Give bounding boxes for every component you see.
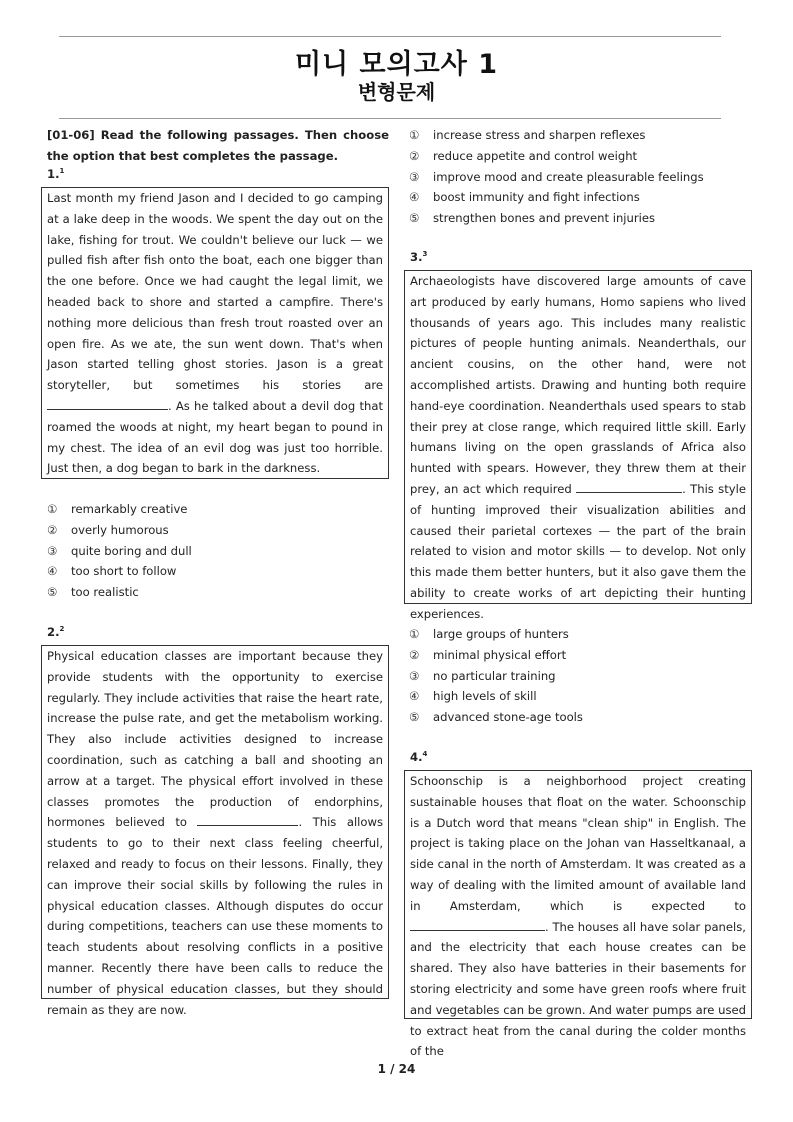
- option[interactable]: ① large groups of hunters: [409, 627, 569, 641]
- option[interactable]: ② reduce appetite and control weight: [409, 148, 638, 163]
- option[interactable]: ⑤ too realistic: [47, 585, 139, 600]
- question-3-options: [409, 624, 583, 728]
- question-4-number: 4.$^4$: [410, 750, 428, 764]
- option[interactable]: ④ boost immunity and fight infections: [409, 190, 640, 205]
- question-2-number: 2.$^2$: [47, 625, 65, 639]
- option[interactable]: ③ no particular training: [409, 668, 556, 683]
- answer-blank: [576, 480, 682, 493]
- answer-blank: [47, 397, 168, 410]
- question-2-passage: Physical education classes are important because they provide students with the opportunity to exercise regularly. They include activities that raise the heart rate, increase the pulse rate, and get the metabolism working. They also include activities designed to increase coordination, such as catching a ball and shooting an arrow at a target. The physical effort involved in these classes promotes the production of endorphins, hormones believed to . This allows students to go to their next class feeling cheerful, relaxed and ready to focus on their lessons. Finally, they can improve their social skills by following the rules in physical education classes. Although disputes do occur during competitions, teachers can use these moments to teach students about resolving conflicts in a positive manner. Recently there have been calls to reduce the number of physical education classes, but they should remain as they are now.: [41, 645, 389, 999]
- question-1-options: [47, 499, 192, 603]
- option[interactable]: ⑤ advanced stone-age tools: [409, 710, 583, 725]
- option[interactable]: ② overly humorous: [47, 522, 169, 537]
- question-2-options: [409, 125, 704, 229]
- top-rule: [59, 36, 721, 37]
- instructions: [01-06] Read the following passages. Then choose the option that best completes the passage.: [47, 128, 389, 163]
- option[interactable]: ② minimal physical effort: [409, 647, 567, 662]
- option[interactable]: ① increase stress and sharpen reflexes: [409, 128, 646, 142]
- page-subtitle: 변형문제: [357, 80, 436, 104]
- answer-blank: [197, 813, 298, 826]
- option[interactable]: ④ too short to follow: [47, 564, 177, 579]
- option[interactable]: ③ improve mood and create pleasurable feelings: [409, 169, 704, 184]
- question-1-number: 1.$^1$: [47, 167, 65, 181]
- question-1-passage: Last month my friend Jason and I decided to go camping at a lake deep in the woods. We spent the day out on the lake, fishing for trout. We couldn't believe our luck — we pulled fish after fish onto the boat, each one bigger than the one before. Once we had caught the legal limit, we headed back to shore and started a campfire. There's nothing more delicious than fresh trout roasted over an open fire. As we ate, the sun went down. That's when Jason started telling ghost stories. Jason is a great storyteller, but sometimes his stories are . As he talked about a devil dog that roamed the woods at night, my heart began to pound in my chest. The idea of an evil dog was just too horrible. Just then, a dog began to bark in the darkness.: [41, 187, 389, 479]
- option[interactable]: ⑤ strengthen bones and prevent injuries: [409, 211, 656, 226]
- question-4-passage: Schoonschip is a neighborhood project creating sustainable houses that float on the water. Schoonschip is a Dutch word that means "clean ship" in English. The project is taking place on the Johan van Hasseltkanaal, a side canal in the north of Amsterdam. It was created as a way of dealing with the limited amount of available land in Amsterdam, which is expected to . The houses all have solar panels, and the electricity that each house creates can be shared. They also have batteries in their basements for storing electricity and some have green roofs where fruit and vegetables can be grown. And water pumps are used to extract heat from the canal during the colder months of the: [404, 770, 752, 1019]
- option[interactable]: ① remarkably creative: [47, 502, 188, 516]
- question-3-passage: Archaeologists have discovered large amounts of cave art produced by early humans, Homo sapiens who lived thousands of years ago. This includes many realistic pictures of people hunting animals. Neanderthals, our ancient cousins, on the other hand, were not accomplished artists. Drawing and hunting both require hand-eye coordination. Neanderthals used spears to stab their prey at close range, which required little skill. Early humans living on the open grasslands of Africa also hunted with spears. However, they threw them at their prey, an act which required . This style of hunting improved their visualization abilities and caused their parietal cortexes — the part of the brain related to vision and motor skills — to develop. Not only this made them better hunters, but it also gave them the ability to create works of art depicting their hunting experiences.: [404, 270, 752, 604]
- answer-blank: [410, 918, 545, 931]
- header-rule: [59, 118, 721, 119]
- question-3-number: 3.$^3$: [410, 250, 428, 264]
- option[interactable]: ③ quite boring and dull: [47, 543, 192, 558]
- page-number: 1 / 24: [377, 1062, 416, 1076]
- option[interactable]: ④ high levels of skill: [409, 689, 537, 704]
- page-title: 미니 모의고사 1: [294, 49, 499, 80]
